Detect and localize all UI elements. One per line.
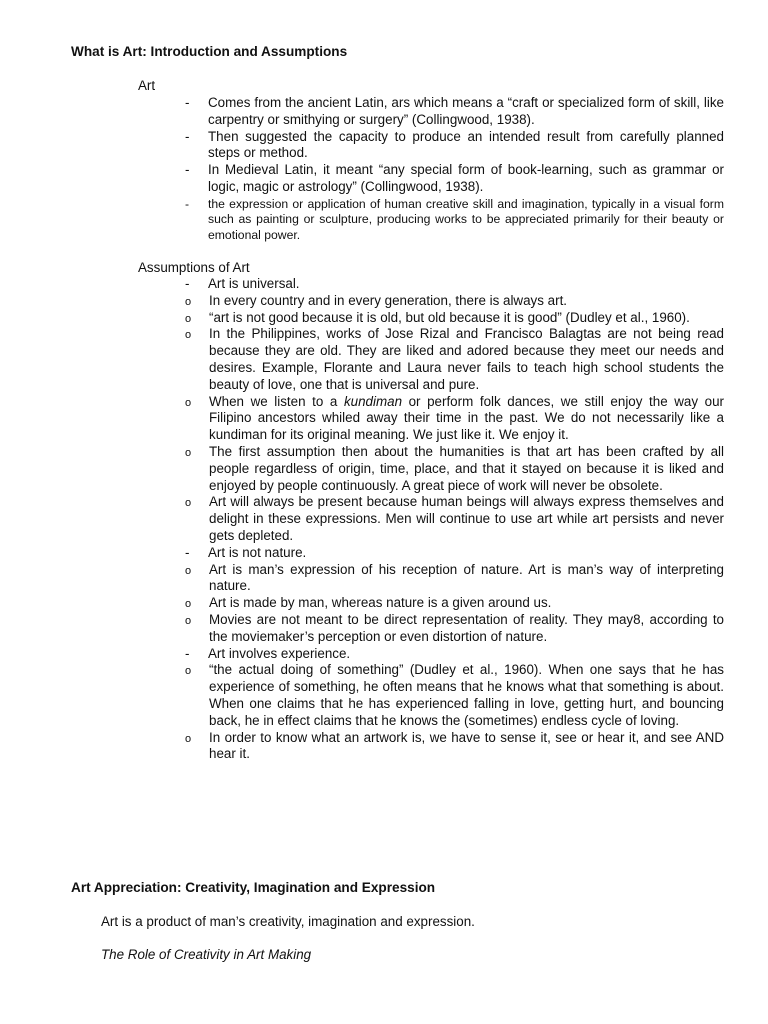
- not-nature-points: [138, 562, 724, 646]
- list-item: o Movies are not meant to be direct representation of reality. They may8, according to the moviemaker’s perception or even distortion of nature.: [138, 612, 724, 646]
- assumption-title: Art is not nature.: [208, 544, 307, 560]
- list-item: o Art is made by man, whereas nature is a given around us.: [138, 595, 724, 612]
- list-item: o In every country and in every generation, there is always art.: [138, 293, 724, 310]
- list-item: o The first assumption then about the humanities is that art has been crafted by all people regardless of origin, time, place, and that it stayed on because it is liked and enjoyed by people continuously. A great piece of work will never be obsolete.: [138, 444, 724, 494]
- list-item: o “the actual doing of something” (Dudley et al., 1960). When one says that he has experience of something, he often means that he knows what that something is about. When one claims that he has experienced falling in love, getting hurt, and bouncing back, he in effect claims that he knows the (sometimes) endless cycle of loving.: [138, 662, 724, 729]
- list-item: o Art is man’s expression of his reception of nature. Art is man’s way of interpreting nature.: [138, 562, 724, 596]
- assumption-universal: [138, 276, 724, 545]
- list-item: - Comes from the ancient Latin, ars which means a “craft or specialized form of skill, like carpentry or smithying or surgery” (Collingwood, 1938).: [138, 95, 724, 129]
- intro-paragraph: Art is a product of man’s creativity, imagination and expression.: [101, 914, 475, 929]
- list-item: o “art is not good because it is old, but old because it is good” (Dudley et al., 1960).: [138, 310, 724, 327]
- list-item: - the expression or application of human creative skill and imagination, typically in a visual form such as painting or sculpture, producing works to be appreciated primarily for their beauty or emotional power.: [138, 197, 724, 244]
- assumption-experience: [138, 646, 724, 764]
- list-item: - Then suggested the capacity to produce an intended result from carefully planned steps or method.: [138, 129, 724, 163]
- kundiman-term: kundiman: [343, 393, 403, 409]
- assumption-title: Art involves experience.: [208, 645, 351, 661]
- art-definition-list: [138, 95, 724, 244]
- universal-points: [138, 293, 724, 545]
- experience-points: [138, 662, 724, 763]
- list-item: o Art will always be present because human beings will always express themselves and delight in these expressions. Men will continue to use art while art persists and never gets depleted.: [138, 494, 724, 544]
- assumptions-label: Assumptions of Art: [138, 260, 250, 275]
- list-item: o In the Philippines, works of Jose Rizal and Francisco Balagtas are not being read because they are old. They are liked and adored because they meet our needs and desires. Example, Florante and Laura never fails to teach high school students the beauty of love, one that is universal and pure.: [138, 326, 724, 393]
- list-item: o In order to know what an artwork is, we have to sense it, see or hear it, and see AND hear it.: [138, 730, 724, 764]
- assumptions-list: [138, 276, 724, 763]
- section-heading-what-is-art: What is Art: Introduction and Assumptions: [71, 44, 348, 59]
- list-item: - In Medieval Latin, it meant “any special form of book-learning, such as grammar or logic, magic or astrology” (Collingwood, 1938).: [138, 162, 724, 196]
- subsection-heading-creativity: The Role of Creativity in Art Making: [101, 947, 312, 962]
- section-heading-art-appreciation: Art Appreciation: Creativity, Imagination and Expression: [71, 880, 436, 895]
- art-label: Art: [138, 78, 156, 93]
- assumption-not-nature: [138, 545, 724, 646]
- assumption-title: Art is universal.: [208, 276, 300, 291]
- list-item-kundiman: o When we listen to a kundiman or perform folk dances, we still enjoy the way our Filipino ancestors whiled away their time in the past. We do not necessarily like a kundiman for its original meaning. We just like it. We enjoy it.: [138, 394, 724, 444]
